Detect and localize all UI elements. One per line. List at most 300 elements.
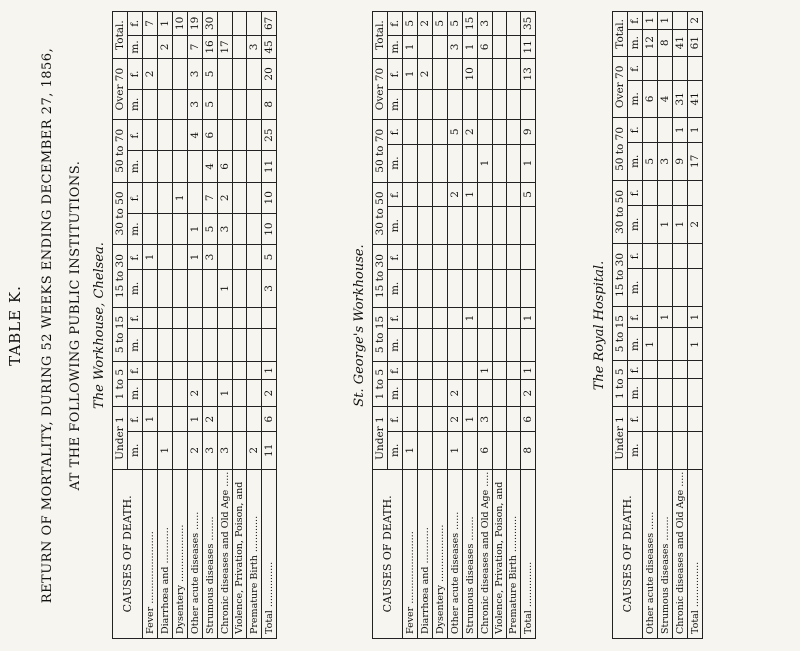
cause-of-death: Premature Birth ............ — [507, 469, 521, 638]
female-column-header: f. — [388, 59, 403, 89]
count-cell — [418, 89, 433, 119]
section-title-st-georges: St. George's Workhouse. — [352, 244, 367, 407]
count-cell — [658, 117, 673, 142]
table-row — [403, 12, 418, 639]
count-cell — [173, 119, 188, 150]
count-cell: 3 — [478, 407, 493, 431]
age-group-header: 5 to 15 — [373, 307, 388, 361]
count-cell: 5 — [448, 12, 463, 36]
male-column-header: m. — [128, 35, 143, 59]
count-cell — [158, 329, 173, 362]
male-column-header: m. — [128, 269, 143, 307]
count-cell: 1 — [188, 213, 203, 244]
count-cell: 1 — [188, 245, 203, 270]
count-cell — [688, 431, 703, 469]
count-cell — [143, 379, 158, 407]
count-cell — [433, 59, 448, 89]
age-group-header: Under 1 — [373, 407, 388, 469]
count-cell: 1 — [521, 144, 536, 182]
cause-of-death: Other acute diseases ...... — [188, 469, 203, 638]
count-cell — [688, 180, 703, 205]
count-cell — [448, 269, 463, 307]
count-cell — [247, 12, 262, 36]
count-cell: 6 — [203, 119, 218, 150]
count-cell: 5 — [643, 142, 658, 180]
count-cell: 11 — [262, 431, 277, 469]
table-row — [143, 12, 158, 639]
female-column-header: f. — [128, 119, 143, 150]
count-cell — [463, 245, 478, 270]
count-cell — [673, 407, 688, 432]
count-cell: 5 — [521, 182, 536, 207]
section-table-chelsea — [112, 11, 277, 639]
cause-of-death: Other acute diseases ...... — [448, 469, 463, 638]
count-cell — [418, 269, 433, 307]
count-cell — [143, 89, 158, 119]
count-cell — [247, 307, 262, 328]
count-cell — [507, 12, 521, 36]
female-column-header: f. — [388, 245, 403, 270]
section-title-royal-hospital: The Royal Hospital. — [592, 260, 607, 391]
section-table-st-georges — [372, 11, 536, 639]
table-title: TABLE K. — [6, 285, 24, 366]
count-cell — [448, 329, 463, 362]
count-cell: 1 — [658, 12, 673, 30]
count-cell: 13 — [521, 59, 536, 89]
count-cell — [203, 329, 218, 362]
count-cell: 3 — [203, 245, 218, 270]
count-cell: 17 — [218, 35, 233, 59]
count-cell — [478, 379, 493, 407]
count-cell — [233, 89, 247, 119]
count-cell — [463, 89, 478, 119]
count-cell — [643, 117, 658, 142]
table-row — [418, 12, 433, 639]
count-cell: 1 — [403, 59, 418, 89]
count-cell — [262, 329, 277, 362]
count-cell — [507, 182, 521, 207]
count-cell: 1 — [643, 328, 658, 361]
count-cell: 6 — [478, 431, 493, 469]
count-cell — [203, 379, 218, 407]
count-cell — [507, 35, 521, 59]
female-column-header: f. — [128, 12, 143, 36]
count-cell: 9 — [521, 119, 536, 144]
count-cell: 1 — [463, 307, 478, 328]
count-cell: 3 — [448, 35, 463, 59]
count-cell: 3 — [218, 213, 233, 244]
count-cell — [418, 119, 433, 144]
count-cell — [643, 361, 658, 379]
count-cell — [418, 431, 433, 469]
count-cell — [478, 329, 493, 362]
count-cell — [143, 431, 158, 469]
count-cell — [403, 144, 418, 182]
male-column-header: m. — [128, 379, 143, 407]
count-cell — [507, 89, 521, 119]
count-cell — [247, 407, 262, 431]
count-cell — [173, 35, 188, 59]
count-cell: 6 — [262, 407, 277, 431]
count-cell: 41 — [673, 29, 688, 56]
count-cell — [658, 243, 673, 268]
count-cell — [233, 245, 247, 270]
count-cell: 1 — [158, 12, 173, 36]
count-cell — [403, 307, 418, 328]
section-table-royal-hospital — [612, 11, 703, 639]
female-column-header: f. — [628, 180, 643, 205]
count-cell: 6 — [521, 407, 536, 431]
male-column-header: m. — [388, 35, 403, 59]
count-cell: 1 — [173, 182, 188, 213]
cause-of-death: Fever ........................ — [403, 469, 418, 638]
age-group-header: Total. — [613, 12, 628, 57]
table-row — [673, 12, 688, 639]
male-column-header: m. — [388, 269, 403, 307]
count-cell — [233, 151, 247, 182]
count-cell — [507, 307, 521, 328]
count-cell — [233, 379, 247, 407]
count-cell — [643, 379, 658, 407]
count-cell — [521, 89, 536, 119]
count-cell — [403, 245, 418, 270]
count-cell — [448, 307, 463, 328]
total-row — [521, 12, 536, 639]
count-cell — [247, 329, 262, 362]
count-cell: 2 — [418, 59, 433, 89]
count-cell: 1 — [673, 117, 688, 142]
count-cell — [247, 182, 262, 213]
count-cell — [463, 361, 478, 379]
count-cell — [493, 269, 507, 307]
count-cell — [403, 361, 418, 379]
count-cell: 3 — [188, 59, 203, 89]
count-cell — [643, 205, 658, 243]
count-cell: 1 — [463, 35, 478, 59]
count-cell — [173, 89, 188, 119]
count-cell — [173, 59, 188, 89]
count-cell: 5 — [433, 12, 448, 36]
cause-of-death: Total ............... — [262, 469, 277, 638]
count-cell — [403, 182, 418, 207]
count-cell — [158, 407, 173, 431]
count-cell: 2 — [247, 431, 262, 469]
female-column-header: f. — [388, 182, 403, 207]
male-column-header: m. — [128, 213, 143, 244]
count-cell: 1 — [143, 245, 158, 270]
cause-of-death: Violence, Privation, Poison, and — [233, 469, 247, 638]
age-group-header: Over 70 — [113, 59, 128, 120]
count-cell — [143, 329, 158, 362]
count-cell — [521, 269, 536, 307]
count-cell — [688, 243, 703, 268]
count-cell — [521, 207, 536, 245]
count-cell: 10 — [262, 213, 277, 244]
male-column-header: m. — [628, 328, 643, 361]
table-row — [218, 12, 233, 639]
count-cell — [463, 329, 478, 362]
count-cell — [233, 182, 247, 213]
count-cell: 1 — [521, 361, 536, 379]
count-cell: 2 — [203, 407, 218, 431]
count-cell — [673, 56, 688, 80]
count-cell — [507, 269, 521, 307]
female-column-header: f. — [388, 361, 403, 379]
count-cell: 1 — [463, 407, 478, 431]
count-cell — [493, 35, 507, 59]
age-group-header: Total. — [373, 12, 388, 59]
age-group-header: Under 1 — [113, 407, 128, 469]
count-cell — [233, 329, 247, 362]
count-cell: 2 — [188, 431, 203, 469]
age-group-header: 50 to 70 — [613, 117, 628, 180]
count-cell — [478, 182, 493, 207]
count-cell: 7 — [203, 182, 218, 213]
cause-of-death: Dysentery ................... — [173, 469, 188, 638]
count-cell — [507, 379, 521, 407]
return-heading: RETURN OF MORTALITY, DURING 52 WEEKS ENDING DECEMBER 27, 1856, — [40, 47, 55, 604]
count-cell — [158, 245, 173, 270]
age-group-header: 5 to 15 — [613, 306, 628, 360]
count-cell — [478, 89, 493, 119]
count-cell — [233, 361, 247, 379]
count-cell: 6 — [643, 80, 658, 117]
count-cell — [433, 89, 448, 119]
count-cell — [173, 269, 188, 307]
male-column-header: m. — [628, 268, 643, 306]
count-cell — [463, 379, 478, 407]
count-cell — [493, 329, 507, 362]
count-cell — [643, 56, 658, 80]
count-cell: 1 — [463, 182, 478, 207]
count-cell — [507, 431, 521, 469]
table-row — [658, 12, 673, 639]
count-cell — [433, 329, 448, 362]
count-cell: 1 — [158, 431, 173, 469]
count-cell — [218, 59, 233, 89]
count-cell — [658, 268, 673, 306]
age-group-header: 1 to 5 — [373, 361, 388, 407]
causes-of-death-header: CAUSES OF DEATH. — [113, 469, 143, 638]
count-cell — [188, 269, 203, 307]
count-cell — [493, 379, 507, 407]
age-group-header: 5 to 15 — [113, 307, 128, 361]
count-cell — [158, 119, 173, 150]
count-cell — [143, 35, 158, 59]
count-cell — [173, 307, 188, 328]
count-cell — [643, 431, 658, 469]
count-cell: 1 — [688, 306, 703, 327]
count-cell — [158, 307, 173, 328]
count-cell: 2 — [188, 379, 203, 407]
male-column-header: m. — [388, 431, 403, 469]
count-cell: 2 — [418, 12, 433, 36]
count-cell: 61 — [688, 29, 703, 56]
table-row — [173, 12, 188, 639]
count-cell — [233, 35, 247, 59]
count-cell — [247, 379, 262, 407]
count-cell: 3 — [262, 269, 277, 307]
count-cell: 1 — [658, 306, 673, 327]
cause-of-death: Strumous diseases ........ — [463, 469, 478, 638]
count-cell: 10 — [463, 59, 478, 89]
count-cell — [673, 361, 688, 379]
cause-of-death: Chronic diseases and Old Age ..... — [478, 469, 493, 638]
count-cell — [403, 329, 418, 362]
count-cell — [188, 361, 203, 379]
male-column-header: m. — [628, 142, 643, 180]
count-cell: 1 — [262, 361, 277, 379]
count-cell — [418, 307, 433, 328]
count-cell: 1 — [478, 361, 493, 379]
count-cell — [403, 379, 418, 407]
age-group-header: Total. — [113, 12, 128, 59]
count-cell — [507, 207, 521, 245]
count-cell — [203, 307, 218, 328]
age-group-header: 1 to 5 — [613, 361, 628, 407]
count-cell — [218, 12, 233, 36]
count-cell — [433, 245, 448, 270]
male-column-header: m. — [388, 329, 403, 362]
count-cell: 17 — [688, 142, 703, 180]
age-group-header: 15 to 30 — [373, 245, 388, 308]
count-cell — [403, 407, 418, 431]
count-cell: 3 — [203, 431, 218, 469]
count-cell — [521, 329, 536, 362]
count-cell: 3 — [658, 142, 673, 180]
count-cell: 3 — [478, 12, 493, 36]
count-cell — [493, 431, 507, 469]
count-cell — [218, 407, 233, 431]
male-column-header: m. — [388, 379, 403, 407]
count-cell: 8 — [658, 29, 673, 56]
count-cell: 15 — [463, 12, 478, 36]
cause-of-death: Strumous diseases ........ — [203, 469, 218, 638]
male-column-header: m. — [628, 205, 643, 243]
count-cell — [493, 307, 507, 328]
count-cell: 11 — [262, 151, 277, 182]
count-cell — [478, 207, 493, 245]
cause-of-death: Total ............... — [521, 469, 536, 638]
count-cell: 5 — [403, 12, 418, 36]
count-cell — [418, 407, 433, 431]
count-cell — [403, 269, 418, 307]
causes-of-death-header: CAUSES OF DEATH. — [373, 469, 403, 638]
count-cell — [463, 269, 478, 307]
cause-of-death: Violence, Privation, Poison, and — [493, 469, 507, 638]
count-cell: 1 — [478, 144, 493, 182]
count-cell: 1 — [218, 269, 233, 307]
count-cell — [143, 182, 158, 213]
count-cell: 12 — [643, 29, 658, 56]
female-column-header: f. — [128, 59, 143, 89]
count-cell — [463, 207, 478, 245]
count-cell — [521, 245, 536, 270]
section-title-chelsea: The Workhouse, Chelsea. — [92, 242, 107, 409]
count-cell: 2 — [688, 12, 703, 30]
count-cell — [418, 144, 433, 182]
female-column-header: f. — [628, 361, 643, 379]
count-cell — [673, 431, 688, 469]
count-cell — [673, 180, 688, 205]
count-cell: 41 — [688, 80, 703, 117]
age-group-header: Under 1 — [613, 407, 628, 470]
count-cell: 3 — [218, 431, 233, 469]
female-column-header: f. — [128, 361, 143, 379]
count-cell: 2 — [688, 205, 703, 243]
table-row — [158, 12, 173, 639]
count-cell — [658, 361, 673, 379]
count-cell — [448, 207, 463, 245]
count-cell: 9 — [673, 142, 688, 180]
count-cell — [158, 59, 173, 89]
count-cell — [658, 379, 673, 407]
count-cell: 45 — [262, 35, 277, 59]
count-cell — [418, 245, 433, 270]
count-cell — [247, 361, 262, 379]
count-cell — [418, 207, 433, 245]
count-cell — [433, 269, 448, 307]
count-cell — [158, 269, 173, 307]
count-cell — [433, 379, 448, 407]
count-cell: 3 — [247, 35, 262, 59]
age-group-header: 30 to 50 — [613, 180, 628, 243]
count-cell — [643, 407, 658, 432]
count-cell — [448, 144, 463, 182]
table-row — [448, 12, 463, 639]
count-cell: 2 — [158, 35, 173, 59]
count-cell — [218, 245, 233, 270]
count-cell — [433, 35, 448, 59]
age-group-header: 15 to 30 — [613, 243, 628, 306]
count-cell — [418, 35, 433, 59]
male-column-header: m. — [628, 29, 643, 56]
count-cell — [673, 12, 688, 30]
count-cell — [507, 329, 521, 362]
count-cell — [158, 89, 173, 119]
count-cell: 1 — [448, 431, 463, 469]
count-cell: 1 — [403, 35, 418, 59]
count-cell — [493, 59, 507, 89]
cause-of-death: Strumous diseases ........ — [658, 469, 673, 638]
count-cell: 20 — [262, 59, 277, 89]
count-cell — [158, 182, 173, 213]
count-cell — [478, 269, 493, 307]
count-cell: 1 — [658, 205, 673, 243]
count-cell — [233, 119, 247, 150]
count-cell — [158, 379, 173, 407]
count-cell: 8 — [521, 431, 536, 469]
count-cell — [158, 213, 173, 244]
count-cell — [658, 431, 673, 469]
count-cell: 2 — [218, 182, 233, 213]
female-column-header: f. — [628, 56, 643, 80]
count-cell — [233, 431, 247, 469]
male-column-header: m. — [128, 431, 143, 469]
count-cell — [463, 431, 478, 469]
count-cell — [173, 431, 188, 469]
count-cell — [688, 361, 703, 379]
count-cell — [247, 119, 262, 150]
male-column-header: m. — [128, 151, 143, 182]
count-cell — [233, 59, 247, 89]
count-cell: 2 — [448, 182, 463, 207]
table-row — [478, 12, 493, 639]
count-cell: 1 — [643, 12, 658, 30]
count-cell — [643, 268, 658, 306]
table-row — [233, 12, 247, 639]
female-column-header: f. — [128, 182, 143, 213]
